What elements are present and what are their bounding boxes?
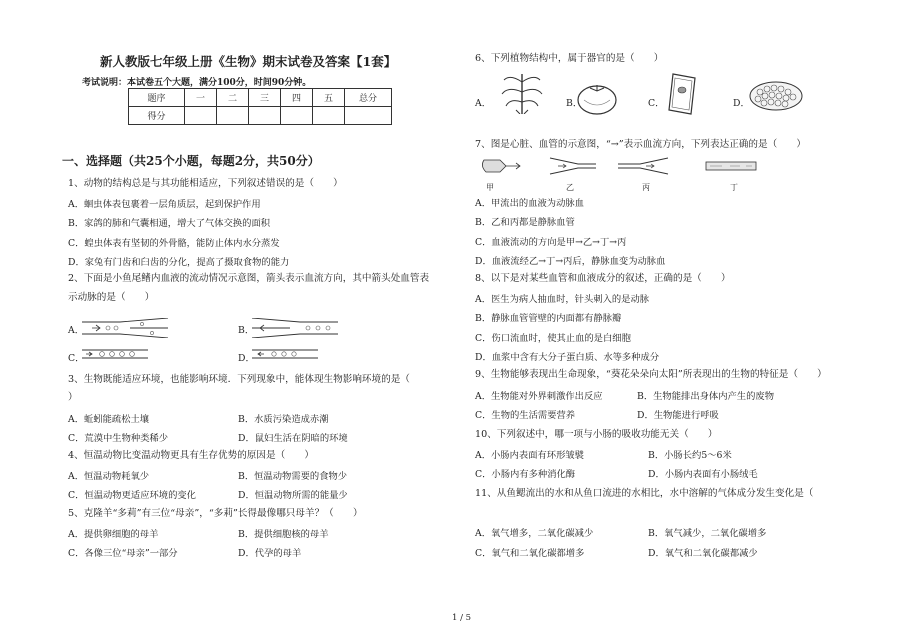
diagram-yi-icon [550, 158, 596, 174]
q3-option-a[interactable]: A．蚯蚓能疏松土壤 [68, 414, 150, 425]
q3-stem: 3、生物既能适应环境，也能影响环境．下列现象中，能体现生物影响环境的是（ [68, 374, 410, 385]
vessel-straight-icon [250, 347, 320, 361]
q1-stem: 1、动物的结构总是与其功能相适应，下列叙述错误的是（ ） [68, 178, 343, 189]
q5-option-d[interactable]: D．代孕的母羊 [238, 548, 302, 559]
score-cell[interactable] [313, 107, 345, 125]
q6-option-d[interactable]: D． [733, 98, 750, 109]
q9-option-c[interactable]: C．生物的生活需要营养 [475, 410, 576, 421]
q8-option-a[interactable]: A．医生为病人抽血时，针头刺入的是动脉 [475, 294, 650, 305]
q9-option-d[interactable]: D．生物能进行呼吸 [637, 410, 719, 421]
q7-label-bing: 丙 [642, 183, 650, 192]
q10-option-b[interactable]: B．小肠长约5～6米 [648, 450, 732, 461]
q10-stem: 10、下列叙述中，哪一项与小肠的吸收功能无关（ ） [475, 429, 718, 440]
score-cell: 总分 [345, 89, 392, 107]
score-cell[interactable] [281, 107, 313, 125]
q6-option-a[interactable]: A． [475, 98, 492, 109]
q2-option-d[interactable]: D． [238, 353, 255, 364]
q11-option-c[interactable]: C．氧气和二氧化碳都增多 [475, 548, 585, 559]
q7-option-d[interactable]: D．血液流经乙→丁→丙后，静脉血变为动脉血 [475, 256, 666, 267]
q2-option-c[interactable]: C． [68, 353, 85, 364]
q1-option-b[interactable]: B．家鸽的肺和气囊相通，增大了气体交换的面积 [68, 218, 271, 229]
q7-label-yi: 乙 [566, 183, 574, 192]
q7-option-c[interactable]: C．血液流动的方向是甲→乙→丁→丙 [475, 237, 627, 248]
score-cell: 四 [281, 89, 313, 107]
score-table-row [129, 107, 392, 125]
corn-plant-icon [500, 70, 544, 114]
score-cell: 二 [217, 89, 249, 107]
vessel-fork-right-icon [250, 318, 340, 338]
score-cell: 五 [313, 89, 345, 107]
exam-note: 考试说明：本试卷五个大题，满分100分，时间90分钟。 [82, 78, 312, 88]
q2-stem: 2、下面是小鱼尾鳍内血液的流动情况示意图，箭头表示血流方向，其中箭头处血管表 [68, 273, 430, 284]
q4-option-d[interactable]: D．恒温动物所需的能量少 [238, 490, 348, 501]
q2-option-a[interactable]: A． [68, 325, 85, 336]
q5-option-a[interactable]: A．提供卵细胞的母羊 [68, 529, 159, 540]
q8-option-d[interactable]: D．血浆中含有大分子蛋白质、水等多种成分 [475, 352, 660, 363]
q10-option-c[interactable]: C．小肠内有多种消化酶 [475, 469, 576, 480]
q7-label-jia: 甲 [486, 183, 494, 192]
q3-option-b[interactable]: B．水质污染造成赤潮 [238, 414, 329, 425]
diagram-jia-icon [482, 160, 520, 172]
tissue-cells-icon [748, 80, 804, 112]
q8-option-b[interactable]: B．静脉血管管壁的内面都有静脉瓣 [475, 313, 622, 324]
q4-option-b[interactable]: B．恒温动物需要的食物少 [238, 471, 348, 482]
q4-option-a[interactable]: A．恒温动物耗氧少 [68, 471, 150, 482]
q9-option-a[interactable]: A．生物能对外界刺激作出反应 [475, 391, 603, 402]
q6-stem: 6、下列植物结构中，属于器官的是（ ） [475, 53, 664, 64]
q5-option-c[interactable]: C．各像三位“母亲”一部分 [68, 548, 178, 559]
plant-cell-icon [665, 72, 699, 116]
q10-option-d[interactable]: D．小肠内表面有小肠绒毛 [648, 469, 758, 480]
q11-option-b[interactable]: B．氧气减少，二氧化碳增多 [648, 528, 767, 539]
score-cell[interactable] [217, 107, 249, 125]
section-heading: 一、选择题（共25个小题，每题2分，共50分） [62, 154, 320, 168]
score-cell: 三 [249, 89, 281, 107]
heart-vessel-diagram [478, 154, 798, 182]
q3-stem-close: ） [68, 392, 78, 403]
tomato-icon [576, 80, 618, 116]
q2-option-b[interactable]: B． [238, 325, 255, 336]
q5-option-b[interactable]: B．提供细胞核的母羊 [238, 529, 329, 540]
q5-stem: 5、克隆羊“多莉”有三位“母亲”，“多莉”长得最像哪只母羊？（ ） [68, 508, 363, 519]
page-number: 1 / 5 [452, 613, 472, 623]
q10-option-a[interactable]: A．小肠内表面有环形皱襞 [475, 450, 584, 461]
score-cell[interactable] [249, 107, 281, 125]
q6-option-c[interactable]: C． [648, 98, 665, 109]
q8-stem: 8、以下是对某些血管和血液成分的叙述，正确的是（ ） [475, 273, 731, 284]
q2-stem-cont: 示动脉的是（ ） [68, 292, 155, 303]
score-table-header-row [129, 89, 392, 107]
q11-stem: 11、从鱼鳃流出的水和从鱼口流进的水相比，水中溶解的气体成分发生变化是（ [475, 488, 814, 499]
q3-option-c[interactable]: C．荒漠中生物种类稀少 [68, 433, 169, 444]
q7-stem: 7、图是心脏、血管的示意图，“→”表示血流方向，下列表达正确的是（ ） [475, 139, 806, 150]
q4-option-c[interactable]: C．恒温动物更适应环境的变化 [68, 490, 196, 501]
score-cell: 一 [185, 89, 217, 107]
page-title: 新人教版七年级上册《生物》期末试卷及答案【1套】 [100, 54, 397, 69]
q6-option-b[interactable]: B． [566, 98, 583, 109]
q1-option-c[interactable]: C．蝗虫体表有坚韧的外骨骼，能防止体内水分蒸发 [68, 238, 280, 249]
q9-stem: 9、生物能够表现出生命现象，“葵花朵朵向太阳”所表现出的生物的特征是（ ） [475, 369, 827, 380]
q3-option-d[interactable]: D．鼠妇生活在阴暗的环境 [238, 433, 348, 444]
q8-option-c[interactable]: C．伤口流血时，使其止血的是白细胞 [475, 333, 631, 344]
diagram-bing-icon [618, 158, 668, 174]
q1-option-a[interactable]: A．蛔虫体表包裹着一层角质层，起到保护作用 [68, 199, 261, 210]
q11-option-d[interactable]: D．氧气和二氧化碳都减少 [648, 548, 758, 559]
q7-option-a[interactable]: A．甲流出的血液为动脉血 [475, 198, 584, 209]
q11-option-a[interactable]: A．氧气增多，二氧化碳减少 [475, 528, 594, 539]
score-cell[interactable] [345, 107, 392, 125]
score-cell[interactable] [185, 107, 217, 125]
capillary-icon [80, 347, 150, 361]
q7-label-ding: 丁 [730, 183, 738, 192]
q4-stem: 4、恒温动物比变温动物更具有生存优势的原因是（ ） [68, 450, 314, 461]
score-table [128, 88, 392, 125]
q9-option-b[interactable]: B．生物能排出身体内产生的废物 [637, 391, 774, 402]
q1-option-d[interactable]: D．家兔有门齿和臼齿的分化，提高了摄取食物的能力 [68, 257, 290, 268]
score-cell: 题序 [129, 89, 185, 107]
score-cell: 得分 [129, 107, 185, 125]
diagram-ding-icon [706, 162, 756, 170]
vessel-fork-left-icon [80, 318, 170, 338]
q7-option-b[interactable]: B．乙和丙都是静脉血管 [475, 217, 575, 228]
